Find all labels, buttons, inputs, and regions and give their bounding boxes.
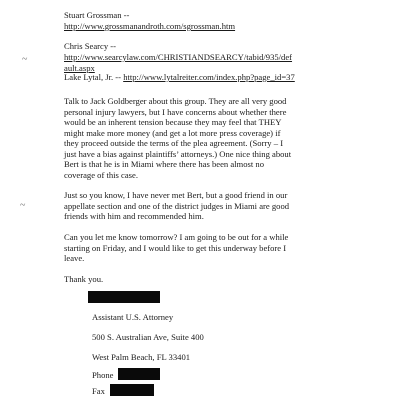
- paragraph1-line: might make more money (and get a lot more press coverage) if: [64, 128, 281, 138]
- redacted-name: [88, 291, 160, 303]
- signature-title: Assistant U.S. Attorney: [92, 312, 174, 322]
- paragraph1-line: Bert is that he is in Miami where there has been almost no: [64, 159, 264, 169]
- paragraph3-line: Can you let me know tomorrow? I am going to be out for a while: [64, 232, 289, 242]
- margin-mark-top: ~: [22, 54, 28, 65]
- contact-link-grossman[interactable]: http://www.grossmanandroth.com/sgrossman.htm: [64, 21, 236, 31]
- paragraph2-line: appellate section and one of the district judges in Miami are good: [64, 201, 290, 211]
- paragraph2-line: friends with him and recommended him.: [64, 211, 204, 221]
- closing-text: Thank you.: [64, 274, 104, 284]
- signature-address1: 500 S. Australian Ave, Suite 400: [92, 332, 204, 342]
- paragraph1-line: they proceed outside the terms of the plea agreement. (Sorry – I: [64, 138, 284, 148]
- paragraph1-line: would be an inherent tension because they may feel that THEY: [64, 117, 282, 127]
- paragraph1-line: coverage of this case.: [64, 170, 138, 180]
- contact-name-lytal: Lake Lytal, Jr. --: [64, 72, 124, 82]
- paragraph1-line: personal injury lawyers, but I have concerns about whether there: [64, 107, 287, 117]
- paragraph1-line: just have a bias against plaintiffs’ attorneys.) One nice thing about: [64, 149, 292, 159]
- redacted-fax: [110, 384, 154, 396]
- contact-lytal: [64, 72, 295, 83]
- contact-name-searcy: Chris Searcy --: [64, 41, 117, 51]
- fax-label: Fax: [92, 386, 105, 396]
- phone-label: Phone: [92, 370, 114, 380]
- contact-link-searcy-cont[interactable]: ault.aspx: [64, 63, 95, 73]
- contact-name-grossman: Stuart Grossman --: [64, 10, 130, 20]
- signature-address2: West Palm Beach, FL 33401: [92, 352, 191, 362]
- paragraph2-line: Just so you know, I have never met Bert, but a good friend in our: [64, 190, 288, 200]
- paragraph3-line: starting on Friday, and I would like to get this underway before I: [64, 243, 287, 253]
- contact-link-lytal[interactable]: http://www.lytalreiter.com/index.php?page_id=37: [123, 72, 295, 82]
- paragraph1-line: Talk to Jack Goldberger about this group. They are all very good: [64, 96, 287, 106]
- margin-mark-bottom: ~: [20, 200, 26, 211]
- redacted-phone: [118, 368, 160, 380]
- contact-link-searcy[interactable]: http://www.searcylaw.com/CHRISTIANDSEARCY/tabid/935/def: [64, 52, 293, 62]
- paragraph3-line: leave.: [64, 253, 85, 263]
